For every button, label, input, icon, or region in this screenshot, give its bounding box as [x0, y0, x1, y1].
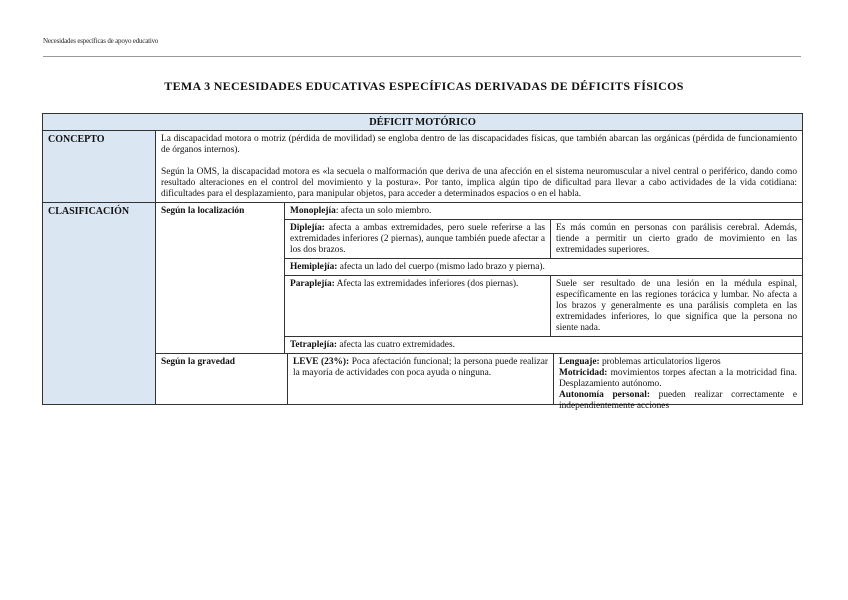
diplejia-note: Es más común en personas con parálisis cerebral. Además, tiende a permitir un cierto grado de movimiento en las extremidades superiores.: [551, 220, 803, 259]
monoplejia-term: Monoplejía: [290, 206, 336, 216]
hemiplejia-cell: [285, 259, 803, 276]
concepto-paragraph-2: Según la OMS, la discapacidad motora es «la secuela o malformación que deriva de una afección en el sistema neuromuscular a nivel central o periférico, dando como resultado alteraciones en el control del movimiento y la postura». Por tanto, implica algún tipo de dificultad para llevar a cabo actividades de la vida cotidiana: dificultades para el desplazamiento, para manipular objetos, para acceder a determinados espacios o en el habla.: [161, 167, 798, 199]
autonomia-term: Autonomía personal:: [559, 390, 650, 400]
leve-term: LEVE (23%):: [293, 357, 350, 367]
concepto-row: [43, 131, 803, 203]
tetraplejia-term: Tetraplejía:: [290, 340, 338, 350]
motricidad-term: Motricidad:: [559, 368, 608, 378]
diplejia-text: afecta a ambas extremidades, pero suele referirse a las extremidades inferiores (2 piernas), aunque también puede afectar a los dos brazos.: [290, 223, 545, 255]
lenguaje-text: problemas articulatorios ligeros: [599, 357, 721, 367]
banner-row: [43, 114, 803, 131]
concepto-content: [156, 131, 803, 203]
gravedad-label: Según la gravedad: [156, 354, 288, 405]
gravedad-row: [43, 354, 803, 405]
clasificacion-label: CLASIFICACIÓN: [43, 203, 156, 405]
autonomia-item: [559, 390, 797, 412]
running-header: Necesidades específicas de apoyo educativo: [43, 37, 159, 45]
tetraplejia-text: afecta las cuatro extremidades.: [337, 340, 455, 350]
localizacion-label: Según la localización: [156, 203, 285, 354]
motricidad-item: [559, 368, 797, 390]
leve-text: Poca afectación funcional; la persona puede realizar la mayoría de actividades con poca ayuda o ninguna.: [293, 357, 548, 378]
lenguaje-item: [559, 357, 797, 368]
tetraplejia-cell: [285, 337, 803, 354]
diplejia-term: Diplejía:: [290, 223, 325, 233]
monoplejia-cell: [285, 203, 803, 220]
autonomia-item-clip: [559, 390, 798, 411]
paraplejia-cell: [285, 276, 551, 337]
monoplejia-text: : afecta un solo miembro.: [335, 206, 432, 216]
document-title: TEMA 3 NECESIDADES EDUCATIVAS ESPECÍFICAS DERIVADAS DE DÉFICITS FÍSICOS: [164, 79, 684, 93]
leve-details: [554, 354, 803, 411]
leve-cell: [288, 354, 554, 405]
hemiplejia-term: Hemiplejía:: [290, 262, 338, 272]
concepto-paragraph-1: La discapacidad motora o motriz (pérdida de movilidad) se engloba dentro de las discapacidades físicas, que también abarcan las orgánicas (pérdida de funcionamiento de órganos internos).: [161, 134, 798, 155]
table-banner: DÉFICIT MOTÓRICO: [43, 114, 803, 131]
diplejia-cell: [285, 220, 551, 259]
paraplejia-note: Suele ser resultado de una lesión en la médula espinal, específicamente en las regiones torácica y lumbar. No afecta a los brazos y generalmente es una parálisis completa en las extremidades inferiores, lo que significa que la persona no siente nada.: [551, 276, 803, 337]
paraplejia-term: Paraplejía:: [290, 279, 335, 289]
lenguaje-term: Lenguaje:: [559, 357, 600, 367]
deficit-motorico-table: [42, 113, 803, 411]
paraplejia-text: Afecta las extremidades inferiores (dos piernas).: [334, 279, 519, 289]
monoplejia-row: [43, 203, 803, 220]
autonomia-text: pueden realizar correctamente e independientemente acciones: [559, 390, 798, 411]
header-divider: [43, 56, 801, 57]
hemiplejia-text: afecta un lado del cuerpo (mismo lado brazo y pierna).: [337, 262, 545, 272]
motricidad-text: movimientos torpes afectan a la motricidad fina. Desplazamiento autónomo.: [559, 368, 798, 389]
concepto-label: CONCEPTO: [43, 131, 156, 203]
